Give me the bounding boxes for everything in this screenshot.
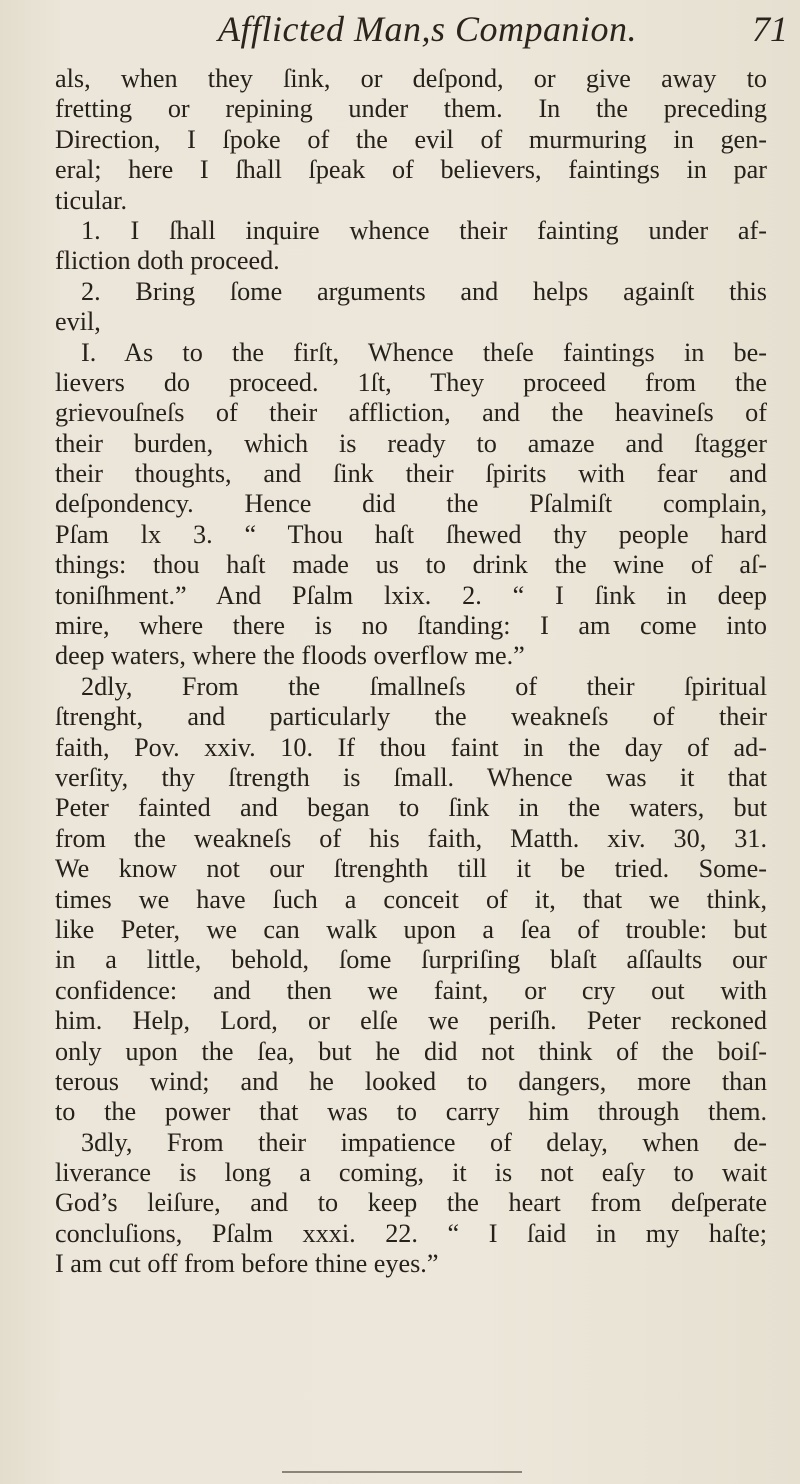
text-line: deſpondency. Hence did the Pſalmiſt complain,	[55, 489, 767, 519]
body-text	[55, 64, 767, 1280]
text-line: mire, where there is no ſtanding: I am come into	[55, 611, 767, 641]
text-line: I am cut off from before thine eyes.”	[55, 1249, 439, 1279]
text-line: concluſions, Pſalm xxxi. 22. “ I ſaid in my haſte;	[55, 1218, 767, 1248]
running-head: Afflicted Man,s Companion.	[218, 9, 637, 49]
text-line: things: thou haſt made us to drink the wine of aſ-	[55, 550, 767, 580]
text-line: confidence: and then we faint, or cry out with	[55, 975, 767, 1005]
text-line: grievouſneſs of their affliction, and the heavineſs of	[55, 398, 767, 428]
text-line: als, when they ſink, or deſpond, or give away to	[55, 64, 767, 93]
text-line: verſity, thy ſtrength is ſmall. Whence was it that	[55, 762, 767, 792]
text-line: fliction doth proceed.	[55, 246, 280, 276]
text-line: fretting or repining under them. In the preceding	[55, 94, 767, 124]
text-line: Peter fainted and began to ſink in the waters, but	[55, 793, 767, 823]
text-line: evil,	[55, 307, 101, 337]
text-line: God’s leiſure, and to keep the heart from deſperate	[55, 1188, 767, 1218]
text-line: him. Help, Lord, or elſe we periſh. Peter reckoned	[55, 1006, 767, 1036]
text-line: like Peter, we can walk upon a ſea of trouble: but	[55, 914, 767, 944]
bottom-rule	[282, 1471, 522, 1473]
page-number: 71	[752, 9, 788, 49]
text-line: We know not our ſtrenghth till it be tried. Some-	[55, 854, 767, 884]
text-line: lievers do proceed. 1ſt, They proceed from the	[55, 367, 767, 397]
text-line: liverance is long a coming, it is not eaſy to wait	[55, 1158, 767, 1188]
text-line: Pſam lx 3. “ Thou haſt ſhewed thy people hard	[55, 519, 767, 549]
text-line: I. As to the firſt, Whence theſe faintings in be-	[81, 337, 767, 367]
text-line: to the power that was to carry him through them.	[55, 1097, 767, 1127]
text-line: terous wind; and he looked to dangers, more than	[55, 1066, 767, 1096]
text-line: their thoughts, and ſink their ſpirits with fear and	[55, 459, 767, 489]
text-line: ſtrenght, and particularly the weakneſs of their	[55, 702, 767, 732]
text-line: their burden, which is ready to amaze and ſtagger	[55, 428, 767, 458]
text-line: toniſhment.” And Pſalm lxix. 2. “ I ſink in deep	[55, 580, 767, 610]
text-line: 1. I ſhall inquire whence their fainting under af-	[81, 215, 767, 245]
text-line: from the weakneſs of his faith, Matth. xiv. 30, 31.	[55, 823, 767, 853]
text-line: ticular.	[55, 185, 127, 215]
text-line: 3dly, From their impatience of delay, when de-	[81, 1127, 767, 1157]
text-line: only upon the ſea, but he did not think of the boiſ-	[55, 1036, 767, 1066]
page-header	[0, 0, 800, 52]
text-line: 2. Bring ſome arguments and helps againſt this	[81, 276, 767, 306]
text-line: times we have ſuch a conceit of it, that we think,	[55, 884, 767, 914]
text-line: deep waters, where the floods overflow me.”	[55, 641, 525, 671]
text-line: eral; here I ſhall ſpeak of believers, faintings in par	[55, 155, 767, 185]
text-line: 2dly, From the ſmallneſs of their ſpiritual	[81, 671, 767, 701]
text-line: Direction, I ſpoke of the evil of murmuring in gen-	[55, 124, 767, 154]
text-line: faith, Pov. xxiv. 10. If thou faint in the day of ad-	[55, 732, 767, 762]
text-line: in a little, behold, ſome ſurpriſing blaſt aſſaults our	[55, 945, 767, 975]
